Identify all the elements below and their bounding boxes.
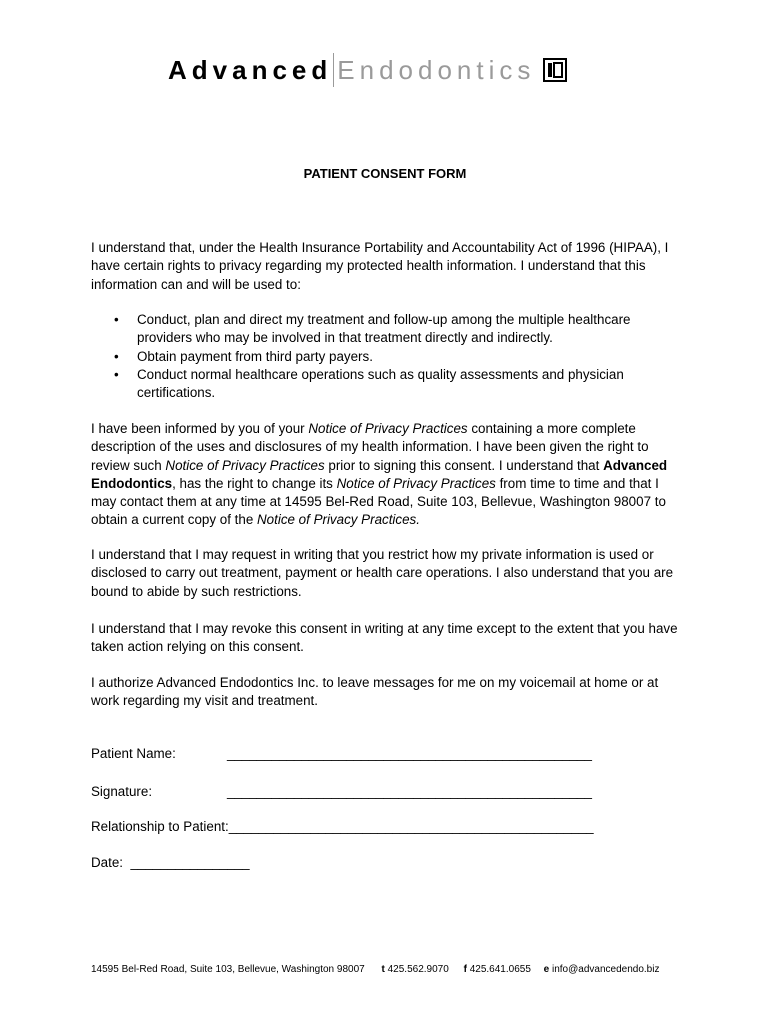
patient-name-line[interactable]: _________________________________________________ <box>227 746 592 761</box>
patient-name-label: Patient Name: <box>91 746 176 761</box>
date-field <box>91 855 250 870</box>
patient-name-field <box>91 746 592 761</box>
bullet-icon: • <box>114 348 119 364</box>
notice-italic-4: Notice of Privacy Practices. <box>257 512 420 528</box>
notice-text-1: I have been informed by you of your <box>91 421 309 436</box>
notice-italic-3: Notice of Privacy Practices <box>336 475 496 491</box>
revoke-paragraph: I understand that I may revoke this consent in writing at any time except to the extent that you have taken action relying on this consent. <box>91 621 678 655</box>
usage-list <box>91 311 681 402</box>
square-logo-icon <box>543 58 567 82</box>
signature-label: Signature: <box>91 784 153 799</box>
bullet-icon: • <box>114 312 119 327</box>
footer-fax: 425.641.0655 <box>469 964 531 975</box>
notice-text-5: from time to time and that I may contact them at any time at 14595 Bel-Red Road, Suite 103, Bellevue, Washington 98007 to obtain a current copy of the <box>91 475 666 528</box>
footer-contact <box>91 964 659 975</box>
list-item <box>91 348 681 366</box>
logo-word-advanced: Advanced <box>168 54 333 85</box>
notice-bold-company: Advanced Endodontics <box>91 457 668 491</box>
notice-text-2: containing a more complete description of the uses and disclosures of my health information. I have been given the right to review such <box>91 421 649 473</box>
relationship-line[interactable]: _________________________________________________ <box>228 819 594 834</box>
footer-phone: 425.562.9070 <box>387 964 449 975</box>
footer-email[interactable]: info@advancedendo.biz <box>552 964 660 975</box>
notice-italic-1: Notice of Privacy Practices <box>308 421 468 436</box>
list-item-text: Obtain payment from third party payers. <box>137 348 373 364</box>
signature-line[interactable]: _________________________________________________ <box>227 784 592 799</box>
restrict-paragraph: I understand that I may request in writing that you restrict how my private information is used or disclosed to carry out treatment, payment or health care operations. I also understand that you are bound to abide by such restrictions. <box>91 547 674 599</box>
footer-address: 14595 Bel-Red Road, Suite 103, Bellevue, Washington 98007 <box>91 964 365 975</box>
intro-paragraph: I understand that, under the Health Insurance Portability and Accountability Act of 1996 (HIPAA), I have certain rights to privacy regarding my protected health information. I understand that this information can and will be used to: <box>91 240 669 292</box>
list-item-text: Conduct, plan and direct my treatment and follow-up among the multiple healthcare providers who may be involved in that treatment directly and indirectly. <box>137 312 631 346</box>
bullet-icon: • <box>114 366 119 382</box>
list-item <box>91 366 681 403</box>
notice-italic-2: Notice of Privacy Practices <box>165 457 325 473</box>
logo-divider <box>333 53 334 87</box>
date-line[interactable]: ________________ <box>130 855 250 870</box>
signature-field <box>91 784 592 799</box>
notice-paragraph <box>91 420 681 530</box>
form-title: PATIENT CONSENT FORM <box>303 166 467 181</box>
notice-text-4: , has the right to change its <box>172 475 337 491</box>
footer-email-label: e <box>543 964 550 975</box>
date-label: Date: <box>91 855 124 870</box>
list-item-text: Conduct normal healthcare operations such as quality assessments and physician certifications. <box>137 366 624 401</box>
list-item <box>91 311 681 348</box>
footer-phone-label: t <box>381 964 385 975</box>
footer-fax-label: f <box>463 964 467 975</box>
relationship-label: Relationship to Patient: <box>91 819 229 834</box>
voicemail-paragraph: I authorize Advanced Endodontics Inc. to leave messages for me on my voicemail at home or at work regarding my visit and treatment. <box>91 675 659 709</box>
logo-word-endodontics: Endodontics <box>337 54 536 85</box>
relationship-field <box>91 819 594 834</box>
company-logo <box>168 48 567 92</box>
notice-text-3: prior to signing this consent. I understand that <box>324 457 604 473</box>
